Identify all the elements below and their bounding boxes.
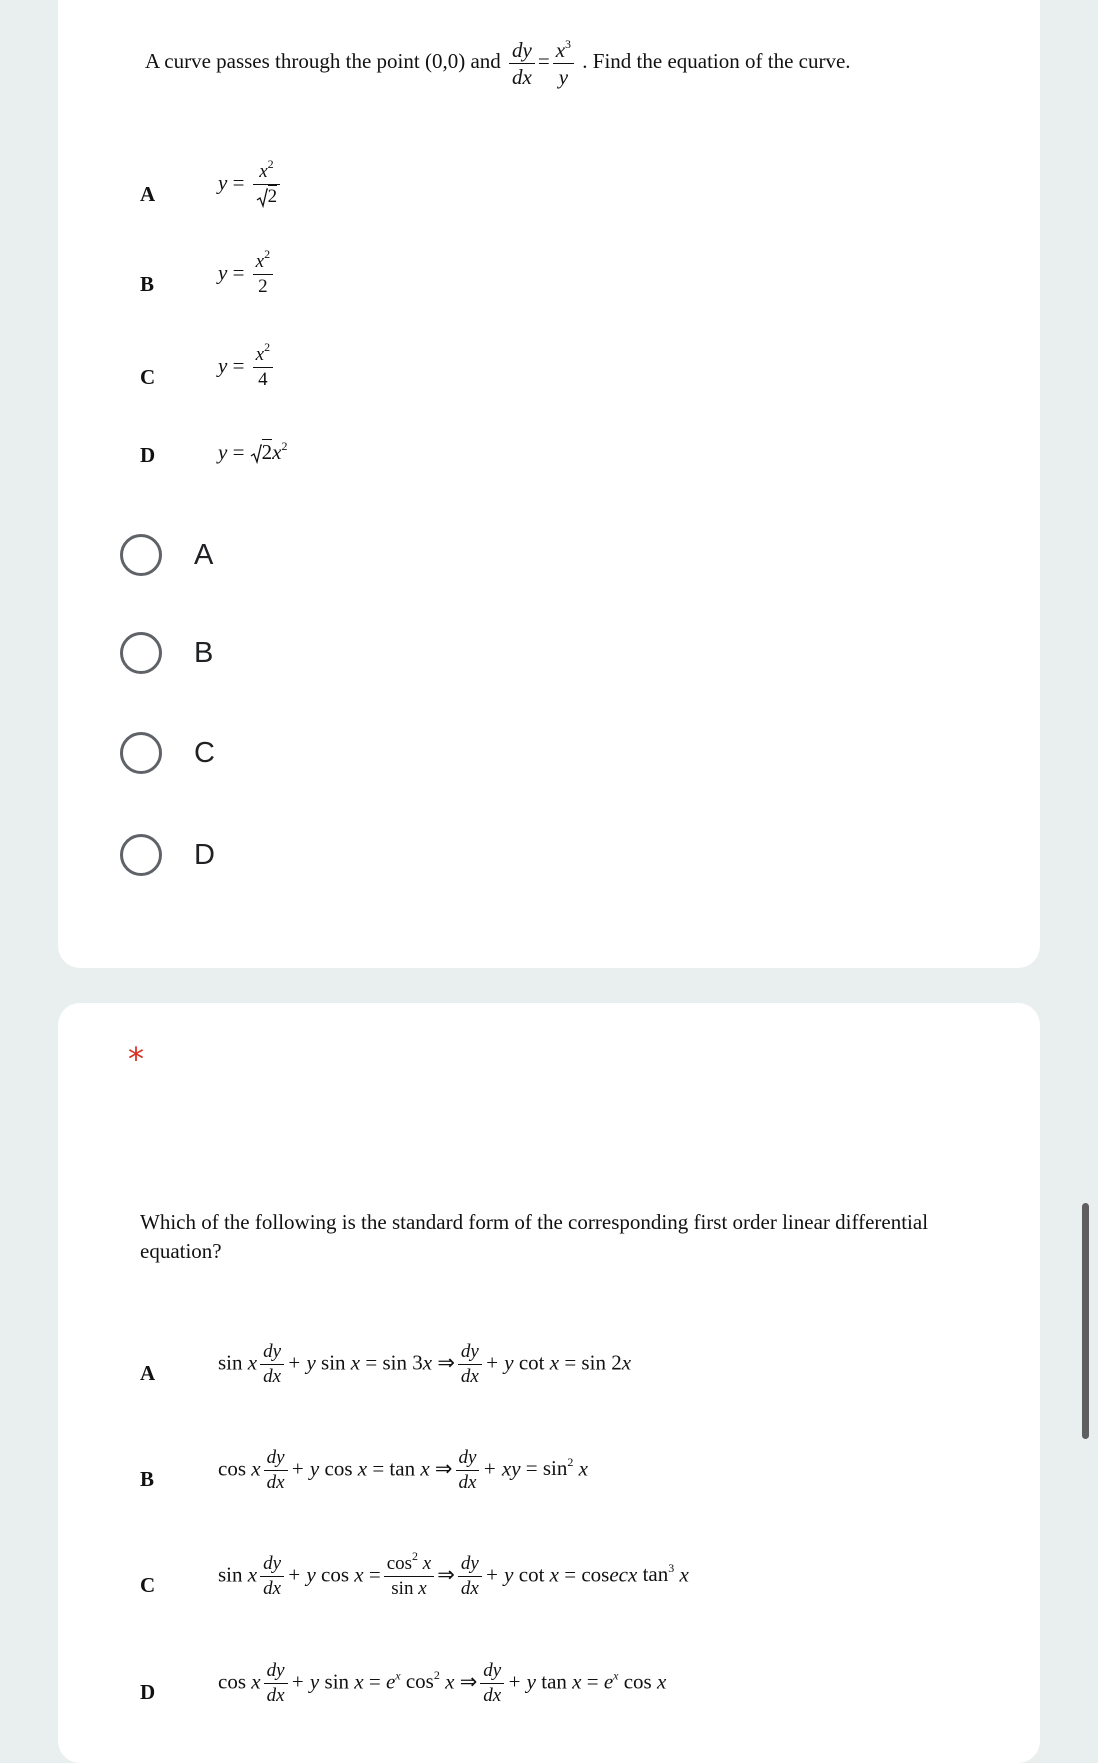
question-1-text: A curve passes through the point (0,0) and $\frac{dy}{dx}$ = $\frac{x^3}{y}$ . Find the equation of the curve. (145, 36, 851, 89)
radio-choice-c[interactable]: C (120, 728, 215, 778)
question-2-text: Which of the following is the standard form of the corresponding first order linear differential equation? (140, 1210, 929, 1263)
question-card-1 (58, 0, 1040, 968)
required-asterisk: * (128, 1040, 144, 1078)
dy-dx-fraction: $\frac{dy}{dx}$ (509, 37, 535, 90)
q2-option-a-equation: sin x $\frac{dy}{dx}$ + y sin x = sin 3x ⇒ $\frac{dy}{dx}$ + y cot x = sin 2x (218, 1341, 632, 1387)
q1-option-c-expression: y = $\frac{x^2}{4}$ (218, 343, 276, 392)
q1-option-b-expression: y = $\frac{x^2}{2}$ (218, 250, 276, 299)
radio-button-c[interactable] (120, 732, 162, 774)
radio-button-b[interactable] (120, 632, 162, 674)
radio-button-a[interactable] (120, 534, 162, 576)
q2-option-b-equation: cos x $\frac{dy}{dx}$ + y cos x = tan x ⇒ $\frac{dy}{dx}$ + xy = $\sin^2 x$ (218, 1447, 588, 1493)
q2-option-c-equation: sin x $\frac{dy}{dx}$ + y cos x = $\frac{\cos^2 x}{\text{sin x}}$ ⇒ $\frac{dy}{dx}$ + y cot x = cosecx $\tan^3 x$ (218, 1549, 689, 1599)
radio-button-d[interactable] (120, 834, 162, 876)
radio-choice-a[interactable]: A (120, 530, 213, 580)
radio-choice-d[interactable]: D (120, 830, 215, 880)
scrollbar-thumb[interactable] (1082, 1203, 1089, 1439)
x3-over-y-fraction: $\frac{x^3}{y}$ (553, 37, 574, 90)
radio-choice-b[interactable]: B (120, 628, 213, 678)
q1-option-d-expression: $y = 2x^2$ (218, 439, 288, 464)
q2-option-d-equation: cos x $\frac{dy}{dx}$ + y $\sin x = e^x$ $\cos^2 x$ ⇒ $\frac{dy}{dx}$ + y $\tan x = e^x$ cos x (218, 1660, 667, 1706)
q1-option-a-expression: y = $\frac{x^2}{2}$ (218, 160, 283, 209)
